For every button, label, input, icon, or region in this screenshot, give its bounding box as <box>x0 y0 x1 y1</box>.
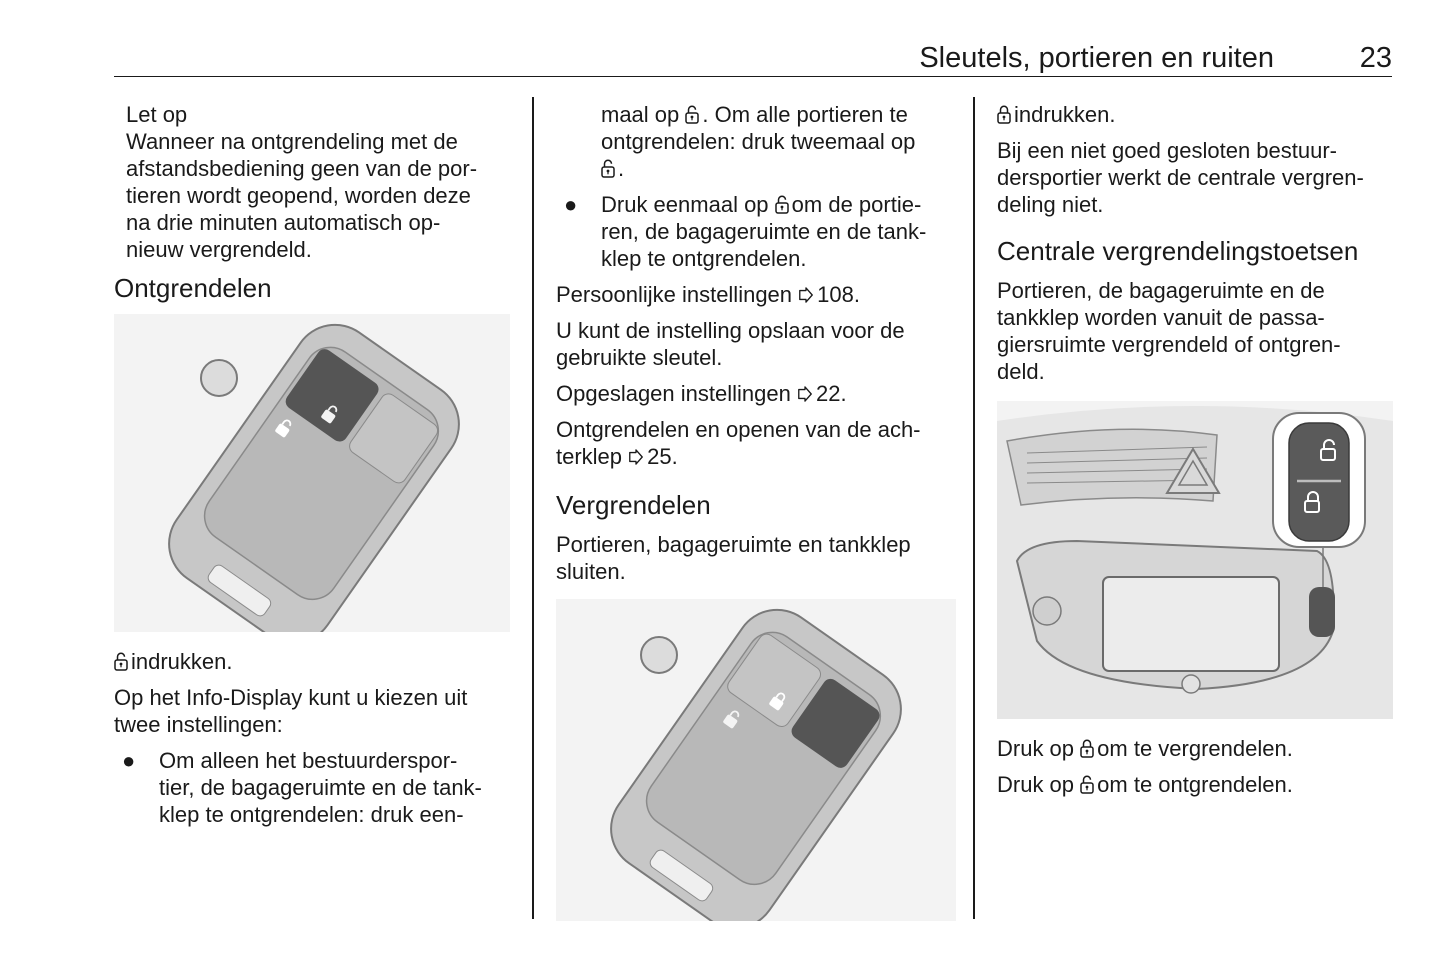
heading-ontgrendelen: Ontgrendelen <box>114 273 272 303</box>
dashboard-central-lock-illustration <box>997 401 1393 719</box>
note-line: afstandsbediening geen van de por- <box>126 156 478 181</box>
bullet-line: Om alleen het bestuurderspor- <box>159 748 458 773</box>
ref-text: terklep <box>556 444 623 469</box>
note-line: tieren wordt geopend, worden deze <box>126 183 471 208</box>
key-fob-lock-illustration <box>556 599 956 921</box>
press-lock-line <box>997 101 1393 128</box>
ref-text: Persoonlijke instellingen <box>556 282 793 307</box>
bullet-text: Druk eenmaal op <box>601 192 769 217</box>
para-line: tankklep worden vanuit de passa- <box>997 305 1325 330</box>
bullet-line: klep te ontgrendelen: druk een- <box>159 802 464 827</box>
page-reference-arrow-icon <box>797 386 813 402</box>
para-line: deling niet. <box>997 192 1104 217</box>
bullet-dot: ● <box>122 748 136 773</box>
chapter-title: Sleutels, portieren en ruiten <box>919 42 1274 74</box>
para-line: sluiten. <box>556 559 626 584</box>
instruction-text: Druk op <box>997 736 1075 761</box>
ref-opgeslagen <box>556 380 956 407</box>
note-line: Wanneer na ontgrendeling met de <box>126 129 458 154</box>
para-line: Portieren, bagageruimte en tankklep <box>556 532 911 557</box>
ref-page[interactable]: 25. <box>647 444 678 469</box>
press-unlock-line <box>114 648 514 675</box>
lock-icon <box>997 105 1011 124</box>
column-1 <box>114 101 514 837</box>
para-line: Bij een niet goed gesloten bestuur- <box>997 138 1338 163</box>
centrale-paragraph <box>997 277 1393 385</box>
bullet-text: klep te ontgrendelen. <box>601 246 807 271</box>
column-divider-2 <box>973 97 975 919</box>
para-line: Op het Info-Display kunt u kiezen uit <box>114 685 468 710</box>
page-number: 23 <box>1359 42 1392 74</box>
ref-page[interactable]: 108. <box>817 282 860 307</box>
unlock-icon <box>775 195 789 214</box>
instruction-text: Druk op <box>997 772 1075 797</box>
para-line: giersruimte vergrendeld of ontgren- <box>997 332 1341 357</box>
bullet-text: om de portie- <box>791 192 922 217</box>
column-2 <box>556 101 956 921</box>
para-line: deld. <box>997 359 1045 384</box>
note-line: na drie minuten automatisch op- <box>126 210 441 235</box>
cont-text: maal op <box>601 102 680 127</box>
press-text: indrukken. <box>1014 102 1116 127</box>
lock-icon <box>1080 739 1094 758</box>
page-reference-arrow-icon <box>628 449 644 465</box>
bullet-item-all-doors <box>556 191 956 272</box>
press-text: indrukken. <box>131 649 233 674</box>
unlock-icon <box>685 105 699 124</box>
bullet-continuation <box>556 101 956 182</box>
key-fob-unlock-illustration <box>114 314 510 632</box>
bullet-line: tier, de bagageruimte en de tank- <box>159 775 482 800</box>
sluiten-paragraph <box>556 531 956 585</box>
para-line: U kunt de instelling opslaan voor de <box>556 318 905 343</box>
note-line: nieuw vergrendeld. <box>126 237 312 262</box>
bullet-text: ren, de bagageruimte en de tank- <box>601 219 927 244</box>
note-box <box>114 101 514 263</box>
instruction-text: om te ontgrendelen. <box>1097 772 1293 797</box>
ref-achterklep <box>556 416 956 470</box>
column-3 <box>997 101 1393 807</box>
para-line: dersportier werkt de centrale vergren- <box>997 165 1364 190</box>
opslaan-paragraph <box>556 317 956 371</box>
unlock-instruction <box>997 771 1393 798</box>
cont-text: . <box>618 156 625 181</box>
ref-text: Opgeslagen instellingen <box>556 381 791 406</box>
cont-text: ontgrendelen: druk tweemaal op <box>601 129 916 154</box>
ref-text: Ontgrendelen en openen van de ach- <box>556 417 921 442</box>
page-reference-arrow-icon <box>798 287 814 303</box>
page-header <box>114 38 1392 77</box>
unlock-icon <box>114 652 128 671</box>
ref-page[interactable]: 22. <box>815 381 847 406</box>
instruction-text: om te vergrendelen. <box>1097 736 1293 761</box>
info-display-paragraph <box>114 684 514 738</box>
lock-instruction <box>997 735 1393 762</box>
heading-centrale-vergrendelingstoetsen: Centrale vergrendelingstoetsen <box>997 236 1359 266</box>
bullet-item-driver-door <box>114 747 514 828</box>
niet-paragraph <box>997 137 1393 218</box>
unlock-icon <box>601 159 615 178</box>
unlock-icon <box>1080 775 1094 794</box>
note-title: Let op <box>126 102 188 127</box>
heading-vergrendelen: Vergrendelen <box>556 490 711 520</box>
cont-text: . Om alle portieren te <box>702 102 908 127</box>
bullet-dot: ● <box>564 192 578 217</box>
column-divider-1 <box>532 97 534 919</box>
para-line: gebruikte sleutel. <box>556 345 723 370</box>
ref-persoonlijke <box>556 281 956 308</box>
para-line: twee instellingen: <box>114 712 283 737</box>
para-line: Portieren, de bagageruimte en de <box>997 278 1325 303</box>
